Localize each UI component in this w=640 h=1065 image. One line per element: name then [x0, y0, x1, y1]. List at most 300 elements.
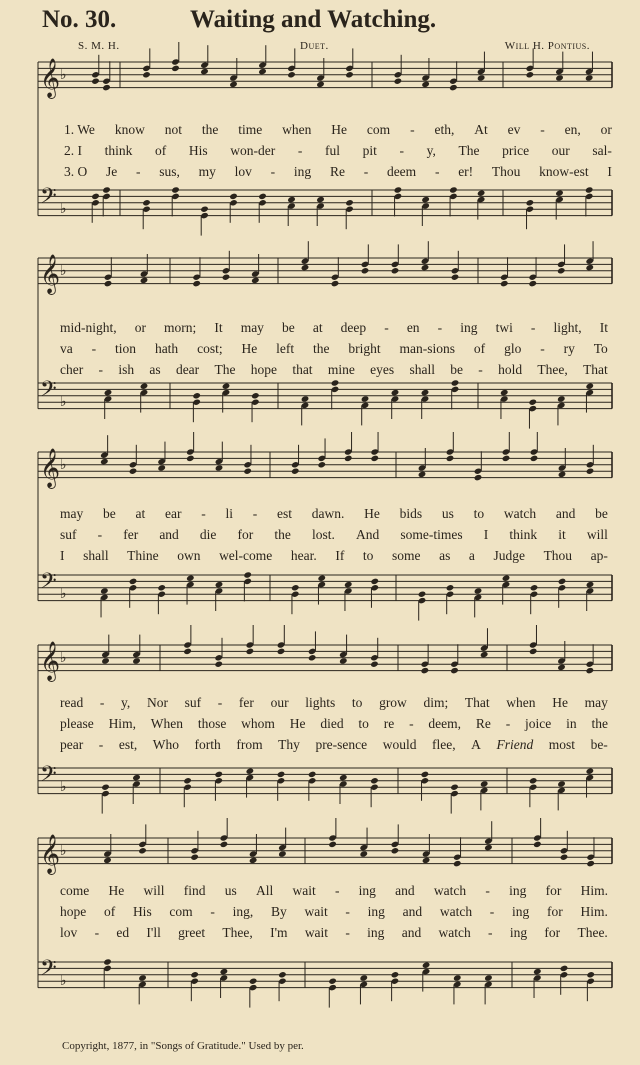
note-head — [331, 280, 340, 287]
lyric-syllable: wait — [304, 904, 328, 919]
lyric-line — [60, 925, 608, 941]
note-head — [308, 771, 317, 778]
key-signature-flat-icon: ♭ — [60, 456, 67, 473]
copyright-notice: Copyright, 1877, in "Songs of Gratitude." Used by per. — [62, 1040, 304, 1052]
note-head — [243, 468, 252, 475]
lyric-syllable: suf — [184, 695, 202, 710]
lyric-syllable: read — [60, 695, 84, 710]
note-head — [528, 280, 537, 287]
lyric-syllable: fer — [238, 695, 254, 710]
note-head — [328, 841, 337, 848]
note-head — [278, 850, 287, 857]
note-head — [421, 81, 430, 88]
lyric-syllable: at — [312, 320, 323, 335]
lyric-syllable: cher — [60, 362, 84, 377]
lyric-syllable: own — [177, 548, 201, 563]
lyric-syllable: At — [474, 122, 488, 137]
lyric-syllable: the — [201, 122, 219, 137]
note-head — [104, 389, 113, 396]
lyric-syllable: - — [210, 904, 215, 919]
note-head — [91, 193, 100, 200]
note-head — [277, 771, 286, 778]
lyric-syllable: 1. We — [64, 122, 95, 137]
lyric-syllable: Re — [329, 164, 345, 179]
lyric-syllable: morn; — [164, 320, 197, 335]
note-head — [446, 455, 455, 462]
note-head — [474, 474, 483, 481]
lyric-syllable: - — [363, 164, 369, 179]
lyric-syllable: Thou — [491, 164, 521, 179]
note-head — [370, 661, 379, 668]
lyric-syllable: Thee, — [537, 362, 568, 377]
lyric-syllable: a — [468, 548, 475, 563]
note-head — [418, 471, 427, 478]
lyric-syllable: and — [159, 527, 179, 542]
note-head — [557, 267, 566, 274]
note-head — [533, 841, 542, 848]
lyric-syllable: By — [270, 904, 287, 919]
treble-clef-icon: 𝄞 — [40, 58, 61, 98]
note-head — [586, 971, 595, 978]
key-signature-flat-icon: ♭ — [60, 262, 67, 279]
note-head — [142, 199, 151, 206]
lyric-syllable: us — [441, 506, 454, 521]
note-head — [422, 857, 431, 864]
lyric-syllable: pre-sence — [315, 737, 368, 752]
lyric-syllable: Thee, — [222, 925, 253, 940]
lyric-syllable: think — [509, 527, 538, 542]
note-head — [526, 199, 535, 206]
note-head — [421, 389, 430, 396]
lyric-syllable: know — [114, 122, 145, 137]
note-head — [200, 68, 209, 75]
lyric-syllable: won-der — [230, 143, 276, 158]
lyric-syllable: - — [488, 925, 493, 940]
note-head — [451, 379, 460, 386]
lyric-syllable: man-sions — [399, 341, 456, 356]
lyric-syllable: whom — [241, 716, 275, 731]
treble-notes-5 — [103, 818, 595, 867]
lyric-syllable: twi — [495, 320, 513, 335]
treble-clef-icon: 𝄞 — [40, 834, 61, 874]
note-head — [586, 860, 595, 867]
lyric-syllable: - — [345, 904, 350, 919]
lyric-syllable: be — [595, 506, 608, 521]
note-head — [339, 774, 348, 781]
note-head — [140, 383, 149, 390]
treble-clef-icon: 𝄞 — [40, 448, 61, 488]
note-head — [484, 844, 493, 851]
note-head — [449, 84, 458, 91]
note-head — [339, 657, 348, 664]
note-head — [344, 455, 353, 462]
note-head — [555, 190, 564, 197]
note-head — [291, 468, 300, 475]
lyric-syllable: and — [395, 883, 415, 898]
lyric-line — [60, 716, 608, 732]
lyric-syllable: wel-come — [219, 548, 273, 563]
lyric-syllable: Thou — [543, 548, 573, 563]
lyric-syllable: for — [544, 925, 561, 940]
lyric-syllable: re — [383, 716, 395, 731]
note-head — [132, 657, 141, 664]
lyric-syllable: think — [104, 143, 133, 158]
lyric-syllable: not — [164, 122, 182, 137]
lyric-syllable: Re — [475, 716, 491, 731]
lyric-syllable: - — [384, 320, 389, 335]
lyric-syllable: ing — [293, 164, 312, 179]
note-head — [391, 389, 400, 396]
note-head — [249, 857, 258, 864]
lyric-syllable: of — [473, 341, 486, 356]
lyric-syllable: cost; — [197, 341, 223, 356]
note-head — [183, 648, 192, 655]
lyric-syllable: 2. I — [64, 143, 82, 158]
note-head — [555, 74, 564, 81]
note-head — [557, 780, 566, 787]
note-head — [421, 667, 430, 674]
note-head — [229, 81, 238, 88]
lyric-syllable: lov — [60, 925, 78, 940]
note-head — [138, 974, 147, 981]
lyric-syllable: bright — [348, 341, 381, 356]
note-head — [331, 379, 340, 386]
lyric-syllable: and — [555, 506, 576, 521]
note-head — [453, 860, 462, 867]
lyric-syllable: pit — [362, 143, 377, 158]
lyric-syllable: shall — [409, 362, 435, 377]
lyric-syllable: That — [583, 362, 608, 377]
lyric-syllable: some-times — [400, 527, 463, 542]
lyric-syllable: us — [224, 883, 237, 898]
treble-staff-1 — [38, 58, 612, 99]
lyric-syllable: be — [450, 362, 463, 377]
lyric-syllable: price — [502, 143, 530, 158]
lyric-syllable: The — [458, 143, 480, 158]
note-head — [171, 65, 180, 72]
lyric-syllable: my — [198, 164, 216, 179]
note-head — [421, 264, 430, 271]
lyric-line — [60, 737, 608, 753]
treble-staff-2 — [38, 254, 612, 295]
note-head — [474, 587, 483, 594]
lyric-syllable: lov — [234, 164, 252, 179]
note-head — [103, 958, 112, 965]
lyric-syllable: fer — [123, 527, 139, 542]
note-head — [586, 468, 595, 475]
lyric-syllable: it — [558, 527, 566, 542]
lyric-syllable: And — [356, 527, 380, 542]
lyric-line — [60, 362, 608, 378]
lyric-syllable: in — [566, 716, 577, 731]
note-head — [192, 392, 201, 399]
lyric-syllable: would — [382, 737, 417, 752]
lyric-syllable: watch — [433, 883, 467, 898]
lyric-syllable: va — [60, 341, 73, 356]
lyric-syllable: - — [505, 716, 511, 731]
lyric-syllable: - — [478, 362, 483, 377]
note-head — [132, 774, 141, 781]
note-head — [251, 277, 260, 284]
lyric-syllable: left — [276, 341, 295, 356]
note-head — [157, 584, 166, 591]
lyric-syllable: glo — [504, 341, 522, 356]
lyric-syllable: hath — [154, 341, 179, 356]
lyric-syllable: ing — [367, 904, 385, 919]
bass-notes-5 — [103, 958, 595, 1007]
lyric-syllable: It — [599, 320, 608, 335]
note-head — [291, 584, 300, 591]
lyric-line — [64, 122, 612, 138]
note-head — [391, 847, 400, 854]
lyric-syllable: to — [358, 716, 369, 731]
lyric-syllable: Je — [106, 164, 118, 179]
bass-notes-3 — [100, 571, 594, 620]
key-signature-flat-icon: ♭ — [60, 394, 67, 411]
bass-clef-icon: 𝄢 — [40, 184, 57, 214]
lyric-syllable: - — [97, 527, 103, 542]
note-head — [484, 974, 493, 981]
lyric-syllable: If — [335, 548, 345, 563]
lyric-syllable: hope — [250, 362, 278, 377]
lyric-syllable: wait — [304, 925, 329, 940]
lyric-syllable: or — [134, 320, 146, 335]
lyric-syllable: ry — [563, 341, 575, 356]
lyric-syllable: He — [289, 716, 306, 731]
lyric-syllable: eyes — [370, 362, 395, 377]
lyric-syllable: com — [366, 122, 391, 137]
lyric-line — [60, 695, 608, 711]
lyric-syllable: - — [434, 164, 440, 179]
lyric-syllable: Nor — [146, 695, 168, 710]
lyric-syllable: - — [334, 883, 340, 898]
note-head — [370, 777, 379, 784]
lyric-syllable: - — [409, 716, 414, 731]
lyric-syllable: sus, — [159, 164, 180, 179]
note-head — [418, 591, 427, 598]
lyric-syllable: deem — [386, 164, 417, 179]
lyric-line — [60, 320, 608, 336]
lyric-syllable: - — [540, 122, 545, 137]
note-head — [129, 578, 138, 585]
bass-staff-3 — [38, 569, 612, 602]
note-head — [190, 854, 199, 861]
lyric-syllable: His — [188, 143, 208, 158]
note-head — [171, 186, 180, 193]
treble-notes-4 — [101, 625, 594, 674]
lyric-syllable: ed — [116, 925, 130, 940]
lyric-syllable: deep — [340, 320, 367, 335]
lyric-syllable: Thee. — [577, 925, 608, 940]
lyric-line — [60, 904, 608, 920]
lyric-syllable: - — [345, 925, 350, 940]
note-head — [421, 196, 430, 203]
lyric-syllable: for — [237, 527, 254, 542]
lyric-syllable: died — [320, 716, 344, 731]
note-head — [91, 78, 100, 85]
lyric-line — [60, 341, 608, 357]
lyric-syllable: en — [406, 320, 420, 335]
note-head — [446, 584, 455, 591]
note-head — [102, 186, 111, 193]
lyric-syllable: tion — [115, 341, 137, 356]
note-head — [529, 648, 538, 655]
note-head — [560, 965, 569, 972]
lyric-syllable: He — [108, 883, 125, 898]
lyric-syllable: - — [136, 164, 141, 179]
lyric-syllable: He — [552, 695, 568, 710]
treble-staff-4 — [38, 641, 612, 682]
lyric-syllable: dear — [175, 362, 200, 377]
note-head — [183, 777, 192, 784]
lyric-syllable: to — [362, 548, 374, 563]
lyric-syllable: Him, — [108, 716, 136, 731]
lyric-syllable: He — [331, 122, 348, 137]
lyric-syllable: for — [545, 883, 562, 898]
hymn-number: No. 30. — [42, 6, 117, 33]
note-head — [249, 978, 258, 985]
note-head — [500, 280, 509, 287]
lyric-syllable: hold — [498, 362, 523, 377]
lyric-syllable: y, — [121, 695, 131, 710]
lyric-line — [60, 506, 608, 522]
note-head — [246, 768, 255, 775]
lyric-syllable: grow — [379, 695, 407, 710]
note-head — [558, 471, 567, 478]
bass-staff-5 — [38, 956, 612, 989]
note-head — [530, 584, 539, 591]
hymn-title: Waiting and Watching. — [190, 6, 437, 33]
lyric-syllable: greet — [178, 925, 206, 940]
lyric-line — [60, 527, 608, 543]
lyric-syllable: - — [540, 341, 545, 356]
note-head — [585, 186, 594, 193]
lyric-syllable: That — [464, 695, 490, 710]
note-head — [222, 274, 231, 281]
lyric-syllable: He — [241, 341, 258, 356]
note-head — [422, 962, 431, 969]
note-head — [101, 657, 110, 664]
lyric-syllable: ing — [509, 883, 527, 898]
lyric-syllable: of — [155, 143, 167, 158]
lyric-syllable: at — [135, 506, 146, 521]
note-head — [359, 850, 368, 857]
lyric-syllable: - — [297, 143, 303, 158]
note-head — [277, 648, 286, 655]
note-head — [361, 267, 370, 274]
lyric-syllable: 3. O — [64, 164, 88, 179]
lyric-syllable: or — [600, 122, 612, 137]
lyric-line — [60, 548, 608, 564]
lyric-syllable: li — [225, 506, 233, 521]
note-head — [526, 71, 535, 78]
lyric-syllable: er! — [458, 164, 474, 179]
lyric-syllable: mine — [327, 362, 355, 377]
lyric-syllable: - — [252, 506, 258, 521]
note-head — [421, 771, 430, 778]
lyric-syllable: ing — [460, 320, 478, 335]
lyric-syllable: may — [240, 320, 264, 335]
note-head — [558, 578, 567, 585]
lyric-syllable: watch — [438, 925, 471, 940]
lyric-syllable: ing, — [232, 904, 254, 919]
note-head — [557, 664, 566, 671]
lyric-syllable: joice — [525, 716, 552, 731]
lyric-syllable: Thine — [127, 548, 159, 563]
note-head — [278, 971, 287, 978]
lyric-syllable: watch — [503, 506, 537, 521]
lyric-syllable: be — [103, 506, 116, 521]
note-head — [344, 581, 353, 588]
key-signature-flat-icon: ♭ — [60, 586, 67, 603]
note-head — [103, 857, 112, 864]
note-head — [370, 455, 379, 462]
lyric-syllable: It — [214, 320, 223, 335]
lyric-syllable: sal- — [592, 143, 612, 158]
lyric-syllable: ap- — [590, 548, 608, 563]
lyric-syllable: - — [399, 143, 405, 158]
lyric-syllable: A — [471, 737, 481, 752]
lyric-syllable: - — [410, 122, 415, 137]
note-head — [328, 978, 337, 985]
note-head — [453, 974, 462, 981]
key-signature-flat-icon: ♭ — [60, 201, 67, 218]
lyric-syllable: dawn. — [311, 506, 345, 521]
note-head — [100, 458, 109, 465]
lyric-syllable: some — [392, 548, 421, 563]
note-head — [222, 383, 231, 390]
lyric-syllable: mid-night, — [60, 320, 117, 335]
note-head — [450, 667, 459, 674]
lyric-syllable: To — [593, 341, 608, 356]
note-head — [585, 74, 594, 81]
lyric-syllable: of — [103, 904, 116, 919]
key-signature-flat-icon: ♭ — [60, 649, 67, 666]
lyric-syllable: lights — [305, 695, 336, 710]
lyric-syllable: - — [98, 362, 104, 377]
lyric-syllable: - — [437, 320, 443, 335]
note-head — [345, 199, 354, 206]
note-head — [345, 71, 354, 78]
note-head — [243, 571, 252, 578]
lyric-syllable: ear — [165, 506, 182, 521]
lyric-syllable: Him. — [580, 904, 608, 919]
note-head — [287, 71, 296, 78]
lyric-syllable: hear. — [290, 548, 317, 563]
lyric-syllable: the — [274, 527, 291, 542]
part-label: Duet. — [300, 40, 329, 52]
note-head — [258, 68, 267, 75]
lyric-syllable: forth — [194, 737, 221, 752]
lyric-syllable: and — [402, 904, 423, 919]
note-head — [200, 206, 209, 213]
note-head — [190, 971, 199, 978]
note-head — [157, 464, 166, 471]
lyric-syllable: flee, — [432, 737, 456, 752]
treble-notes-1 — [91, 42, 593, 91]
bass-clef-icon: 𝄢 — [40, 569, 57, 599]
note-head — [316, 196, 325, 203]
note-head — [316, 81, 325, 88]
note-head — [301, 264, 310, 271]
lyric-syllable: - — [99, 695, 105, 710]
lyric-syllable: light, — [553, 320, 582, 335]
note-head — [220, 968, 229, 975]
treble-notes-3 — [100, 432, 594, 481]
note-head — [480, 780, 489, 787]
note-head — [220, 841, 229, 848]
bass-clef-icon: 𝄢 — [40, 762, 57, 792]
